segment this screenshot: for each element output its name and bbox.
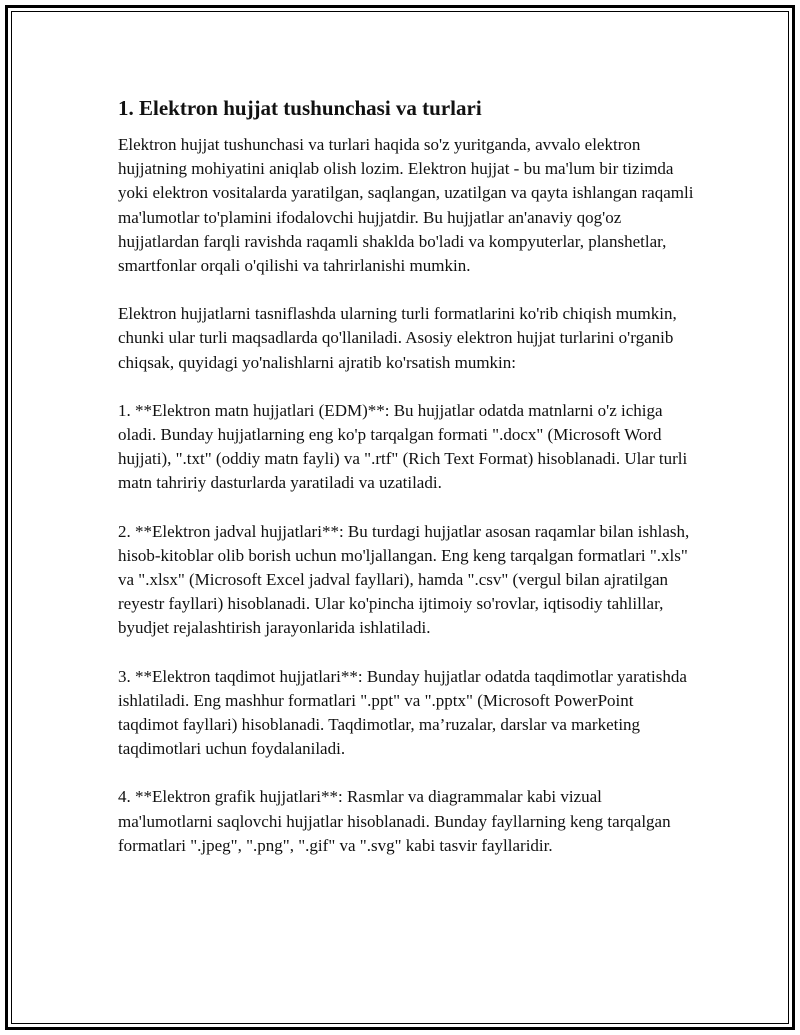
document-title: 1. Elektron hujjat tushunchasi va turlari (118, 96, 482, 120)
intro-paragraph: Elektron hujjat tushunchasi va turlari haqida so'z yuritganda, avvalo elektron hujjatning mohiyatini aniqlab olish lozim. Elektron hujjat - bu ma'lum bir tizimda yoki elektron vositalarda yaratilgan, saqlangan, uzatilgan va qayta ishlangan raqamli ma'lumotlar to'plamini ifodalovchi hujjatdir. Bu hujjatlar an'anaviy qog'oz hujjatlardan farqli ravishda raqamli shaklda bo'ladi va kompyuterlar, planshetlar, smartfonlar orqali o'qilishi va tahrirlanishi mumkin. (118, 135, 694, 276)
graphic-documents-paragraph: 4. **Elektron grafik hujjatlari**: Rasmlar va diagrammalar kabi vizual ma'lumotlarni saqlovchi hujjatlar hisoblanadi. Bunday fayllarning keng tarqalgan formatlari ".jpeg", ".png", ".gif" va ".svg" kabi tasvir fayllaridir. (118, 787, 671, 855)
spreadsheet-documents-paragraph: 2. **Elektron jadval hujjatlari**: Bu turdagi hujjatlar asosan raqamlar bilan ishlash, hisob-kitoblar olib borish uchun mo'ljallangan. Eng keng tarqalgan formatlari ".xls" va ".xlsx" (Microsoft Excel jadval fayllari), hamda ".csv" (vergul bilan ajratilgan reyestr fayllari) hisoblanadi. Ular ko'pincha ijtimoiy so'rovlar, iqtisodiy tahlillar, byudjet rejalashtirish jarayonlarida ishlatiladi. (118, 521, 690, 638)
presentation-documents-paragraph: 3. **Elektron taqdimot hujjatlari**: Bunday hujjatlar odatda taqdimotlar yaratishda ishlatiladi. Eng mashhur formatlari ".ppt" va ".pptx" (Microsoft PowerPoint taqdimot fayllari) hisoblanadi. Taqdimotlar, ma’ruzalar, darslar va marketing taqdimotlari uchun foydalaniladi. (118, 666, 687, 759)
document-body (118, 95, 698, 858)
classification-paragraph: Elektron hujjatlarni tasniflashda ularning turli formatlarini ko'rib chiqish mumkin, chunki ular turli maqsadlarda qo'llaniladi. Asosiy elektron hujjat turlarini o'rganib chiqsak, quyidagi yo'nalishlarni ajratib ko'rsatish mumkin: (118, 304, 677, 372)
text-documents-paragraph: 1. **Elektron matn hujjatlari (EDM)**: Bu hujjatlar odatda matnlarni o'z ichiga oladi. Bunday hujjatlarning eng ko'p tarqalgan formati ".docx" (Microsoft Word hujjati), ".txt" (oddiy matn fayli) va ".rtf" (Rich Text Format) hisoblanadi. Ular turli matn tahririy dasturlarda yaratiladi va uzatiladi. (118, 400, 688, 493)
